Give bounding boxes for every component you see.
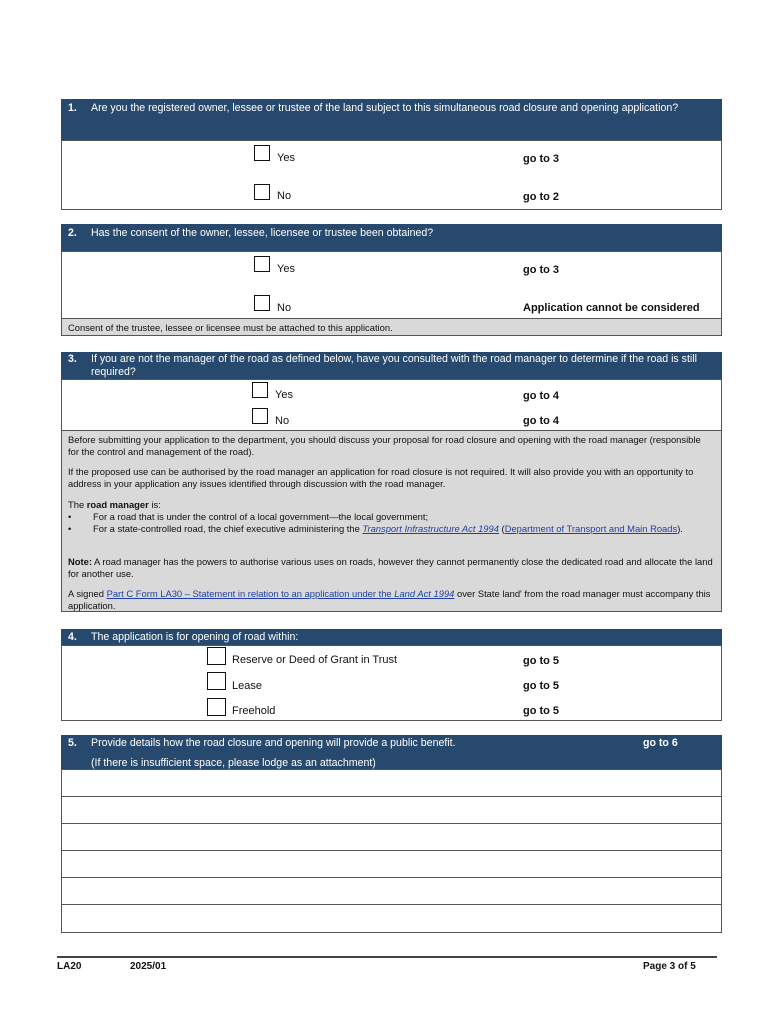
q2-note: Consent of the trustee, lessee or licensee must be attached to this application. — [68, 322, 393, 333]
q2-yes-action: go to 3 — [523, 264, 560, 276]
q3-info-p2: If the proposed use can be authorised by the road manager an application for road closure is not required. It will also provide you with an opportunity to address in your application any issues identified through discussion with the road manager. — [68, 466, 694, 489]
q2-no-action: Application cannot be considered — [523, 302, 700, 314]
footer-rule — [57, 956, 717, 958]
q3-question: If you are not the manager of the road as defined below, have you consulted with the road manager to determine if the road is still required? — [91, 353, 697, 378]
footer-form-code: LA20 — [57, 961, 82, 972]
q3-no-label: No — [275, 415, 290, 427]
q3-bullet-1: • For a road that is under the control of a local government—the local government; — [68, 511, 429, 522]
la30-form-link[interactable]: Part C Form LA30 – Statement in relation to an application under the Land Act 1994 — [106, 588, 455, 599]
q5-action: go to 6 — [643, 737, 678, 749]
q4-freehold-checkbox[interactable] — [207, 698, 226, 716]
q1-no-label: No — [277, 190, 292, 202]
q4-header — [61, 629, 722, 645]
answer-line — [61, 796, 722, 797]
footer-version: 2025/01 — [130, 961, 167, 972]
q1-question: Are you the registered owner, lessee or trustee of the land subject to this simultaneous road closure and opening application? — [91, 102, 679, 114]
q3-info-p1: Before submitting your application to the department, you should discuss your proposal for road closure and opening with the road manager (responsible for the control and management of the road). — [68, 434, 701, 457]
q4-freehold-label: Freehold — [232, 705, 276, 717]
q1-no-action: go to 2 — [523, 191, 560, 203]
q3-info-p5: A signed Part C Form LA30 – Statement in relation to an application under the Land Act 1994 over State land' from the road manager must accompany this application. — [68, 588, 711, 611]
answer-line — [61, 904, 722, 905]
q5-number: 5. — [68, 737, 77, 749]
q2-question: Has the consent of the owner, lessee, licensee or trustee been obtained? — [91, 227, 434, 239]
footer-page: Page 3 of 5 — [643, 961, 696, 972]
q5-answer-area[interactable] — [61, 769, 722, 933]
q3-info-box — [61, 430, 722, 612]
q5-subtext: (If there is insufficient space, please lodge as an attachment) — [91, 757, 376, 769]
q5-question: Provide details how the road closure and opening will provide a public benefit. — [91, 737, 456, 749]
q3-bullet-2: • For a state-controlled road, the chief executive administering the Transport Infrastructure Act 1994 (Department of Transport and Main Roads). — [68, 523, 683, 534]
q4-reserve-label: Reserve or Deed of Grant in Trust — [232, 654, 398, 666]
q4-lease-label: Lease — [232, 680, 262, 692]
q4-reserve-checkbox[interactable] — [207, 647, 226, 665]
q3-info-p3: The road manager is: — [68, 499, 161, 510]
answer-line — [61, 850, 722, 851]
q2-note-box — [61, 318, 722, 336]
q2-yes-checkbox[interactable] — [254, 256, 270, 272]
q4-freehold-action: go to 5 — [523, 705, 560, 717]
q4-number: 4. — [68, 631, 77, 643]
road-manager-term: road manager — [86, 499, 149, 510]
answer-line — [61, 877, 722, 878]
q5-header — [61, 735, 722, 769]
q1-number: 1. — [68, 102, 77, 114]
q1-options — [61, 140, 722, 210]
q3-yes-action: go to 4 — [523, 390, 560, 402]
q3-no-action: go to 4 — [523, 415, 560, 427]
q1-no-checkbox[interactable] — [254, 184, 270, 200]
q1-header — [61, 99, 722, 140]
q2-no-label: No — [277, 302, 292, 314]
q3-yes-label: Yes — [275, 389, 293, 401]
q4-lease-action: go to 5 — [523, 680, 560, 692]
q3-yes-checkbox[interactable] — [252, 382, 268, 398]
q1-yes-label: Yes — [277, 152, 295, 164]
q2-yes-label: Yes — [277, 263, 295, 275]
q2-header — [61, 224, 722, 251]
q3-info-note: Note: A road manager has the powers to authorise various uses on roads, however they cannot permanently close the dedicated road and allocate the land for another use. — [68, 556, 713, 579]
q3-options — [61, 379, 722, 431]
q3-header — [61, 352, 722, 379]
q2-number: 2. — [68, 227, 77, 239]
q4-question: The application is for opening of road within: — [91, 631, 299, 643]
q1-yes-action: go to 3 — [523, 153, 560, 165]
q4-reserve-action: go to 5 — [523, 655, 560, 667]
q2-no-checkbox[interactable] — [254, 295, 270, 311]
q3-no-checkbox[interactable] — [252, 408, 268, 424]
answer-line — [61, 823, 722, 824]
transport-act-link[interactable]: Transport Infrastructure Act 1994 — [362, 523, 499, 534]
q3-number: 3. — [68, 353, 77, 365]
q4-lease-checkbox[interactable] — [207, 672, 226, 690]
q1-yes-checkbox[interactable] — [254, 145, 270, 161]
tmr-link[interactable]: Department of Transport and Main Roads — [504, 523, 678, 534]
